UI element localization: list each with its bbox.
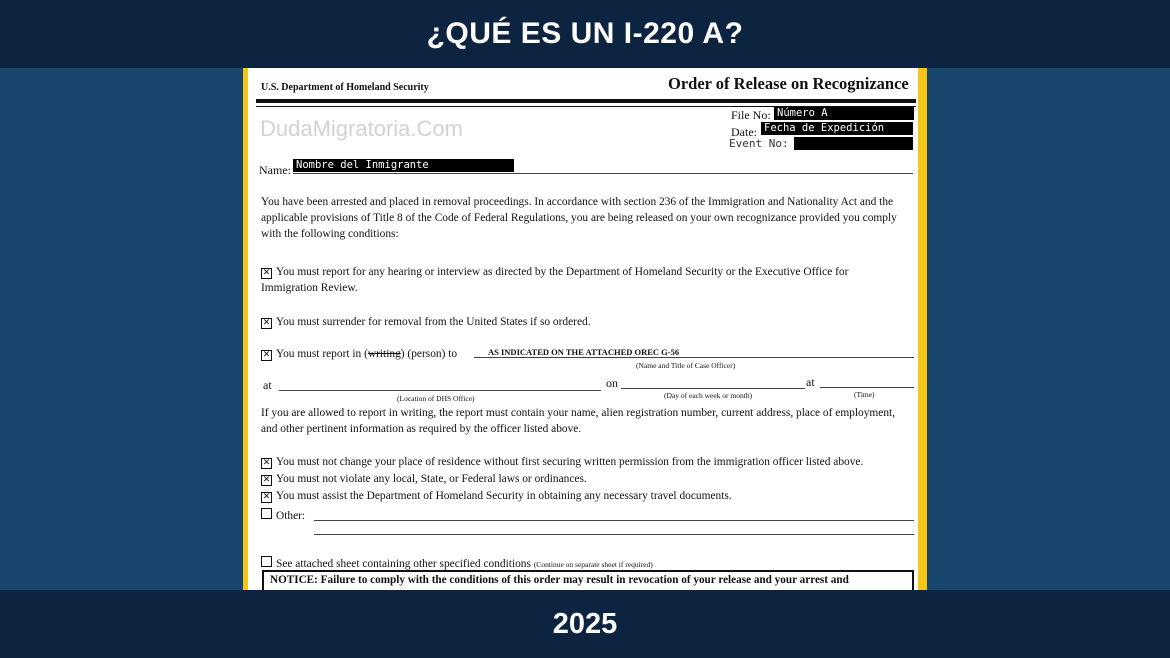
page-title: ¿QUÉ ES UN I-220 A? bbox=[426, 17, 744, 50]
footer-bar bbox=[0, 590, 1170, 658]
condition-residence bbox=[261, 454, 906, 470]
attached-note: (Continue on separate sheet if required) bbox=[533, 560, 653, 569]
condition-hearing bbox=[261, 264, 906, 296]
case-officer-value: AS INDICATED ON THE ATTACHED OREC G-56 bbox=[488, 347, 680, 357]
checkbox-checked[interactable]: ✕ bbox=[262, 458, 271, 468]
day-caption: (Day of each week or month) bbox=[664, 391, 753, 400]
checkbox-checked[interactable]: ✕ bbox=[262, 268, 271, 278]
at-label: at bbox=[263, 378, 272, 392]
condition-other bbox=[261, 508, 906, 524]
date-label: Date: bbox=[731, 125, 757, 139]
form-title: Order of Release on Recognizance bbox=[668, 74, 909, 93]
watermark: DudaMigratoria.Com bbox=[260, 116, 463, 141]
case-officer-line bbox=[474, 357, 914, 358]
name-value: Nombre del Inmigrante bbox=[293, 159, 514, 172]
condition-laws bbox=[261, 471, 906, 487]
attached-label: See attached sheet containing other specified conditions bbox=[276, 558, 531, 570]
condition-surrender bbox=[261, 314, 906, 330]
day-line bbox=[621, 388, 805, 389]
condition-hearing-text: You must report for any hearing or interview as directed by the Department of Homeland Security or the Executive Office for Immigration Review. bbox=[261, 266, 849, 294]
checkbox-unchecked[interactable] bbox=[261, 556, 272, 567]
name-underline bbox=[293, 173, 913, 174]
condition-laws-text: You must not violate any local, State, or Federal laws or ordinances. bbox=[276, 473, 587, 485]
intro-paragraph: You have been arrested and placed in removal proceedings. In accordance with section 236 of the Immigration and Nationality Act and the applicable provisions of Title 8 of the Code of Federal Regulations, you are being released on your own recognizance provided you comply with the following conditions: bbox=[261, 196, 897, 240]
case-officer-caption: (Name and Title of Case Officer) bbox=[636, 361, 736, 370]
form-document bbox=[248, 68, 918, 590]
department-name: U.S. Department of Homeland Security bbox=[261, 82, 429, 93]
condition-surrender-text: You must surrender for removal from the United States if so ordered. bbox=[276, 316, 591, 328]
other-label: Other: bbox=[276, 510, 306, 522]
condition-report-suffix: ) (person) to bbox=[400, 348, 458, 360]
on-label: on bbox=[606, 376, 618, 390]
year-label: 2025 bbox=[552, 607, 618, 640]
date-value: Fecha de Expedición bbox=[761, 122, 913, 135]
name-label: Name: bbox=[259, 163, 291, 177]
time-line bbox=[820, 387, 914, 388]
checkbox-checked[interactable]: ✕ bbox=[262, 350, 271, 360]
notice-text: NOTICE: Failure to comply with the conditions of this order may result in revocation of your release and your arrest and bbox=[270, 574, 849, 586]
other-line-2 bbox=[314, 534, 914, 535]
condition-travel-text: You must assist the Department of Homeland Security in obtaining any necessary travel documents. bbox=[276, 490, 732, 502]
other-line-1 bbox=[314, 520, 914, 521]
condition-residence-text: You must not change your place of residence without first securing written permission from the immigration officer listed above. bbox=[276, 456, 864, 468]
checkbox-checked[interactable]: ✕ bbox=[262, 492, 271, 502]
checkbox-checked[interactable]: ✕ bbox=[262, 318, 271, 328]
event-no-value bbox=[794, 137, 913, 150]
at-time-label: at bbox=[806, 375, 815, 389]
event-no-label: Event No: bbox=[729, 137, 789, 150]
struck-writing: writing bbox=[367, 348, 401, 360]
location-caption: (Location of DHS Office) bbox=[397, 394, 475, 403]
file-no-value: Número A bbox=[774, 107, 914, 120]
condition-travel bbox=[261, 488, 906, 504]
file-no-label: File No: bbox=[731, 108, 771, 122]
title-bar bbox=[0, 0, 1170, 68]
condition-report-prefix: You must report in ( bbox=[276, 348, 368, 360]
header-rule bbox=[256, 99, 916, 103]
checkbox-unchecked[interactable] bbox=[261, 508, 272, 519]
time-caption: (Time) bbox=[854, 390, 875, 399]
checkbox-checked[interactable]: ✕ bbox=[262, 475, 271, 485]
writing-note: If you are allowed to report in writing, the report must contain your name, alien registration number, current address, place of employment, and other pertinent information as required by the officer listed above. bbox=[261, 407, 896, 435]
location-line bbox=[279, 390, 601, 391]
